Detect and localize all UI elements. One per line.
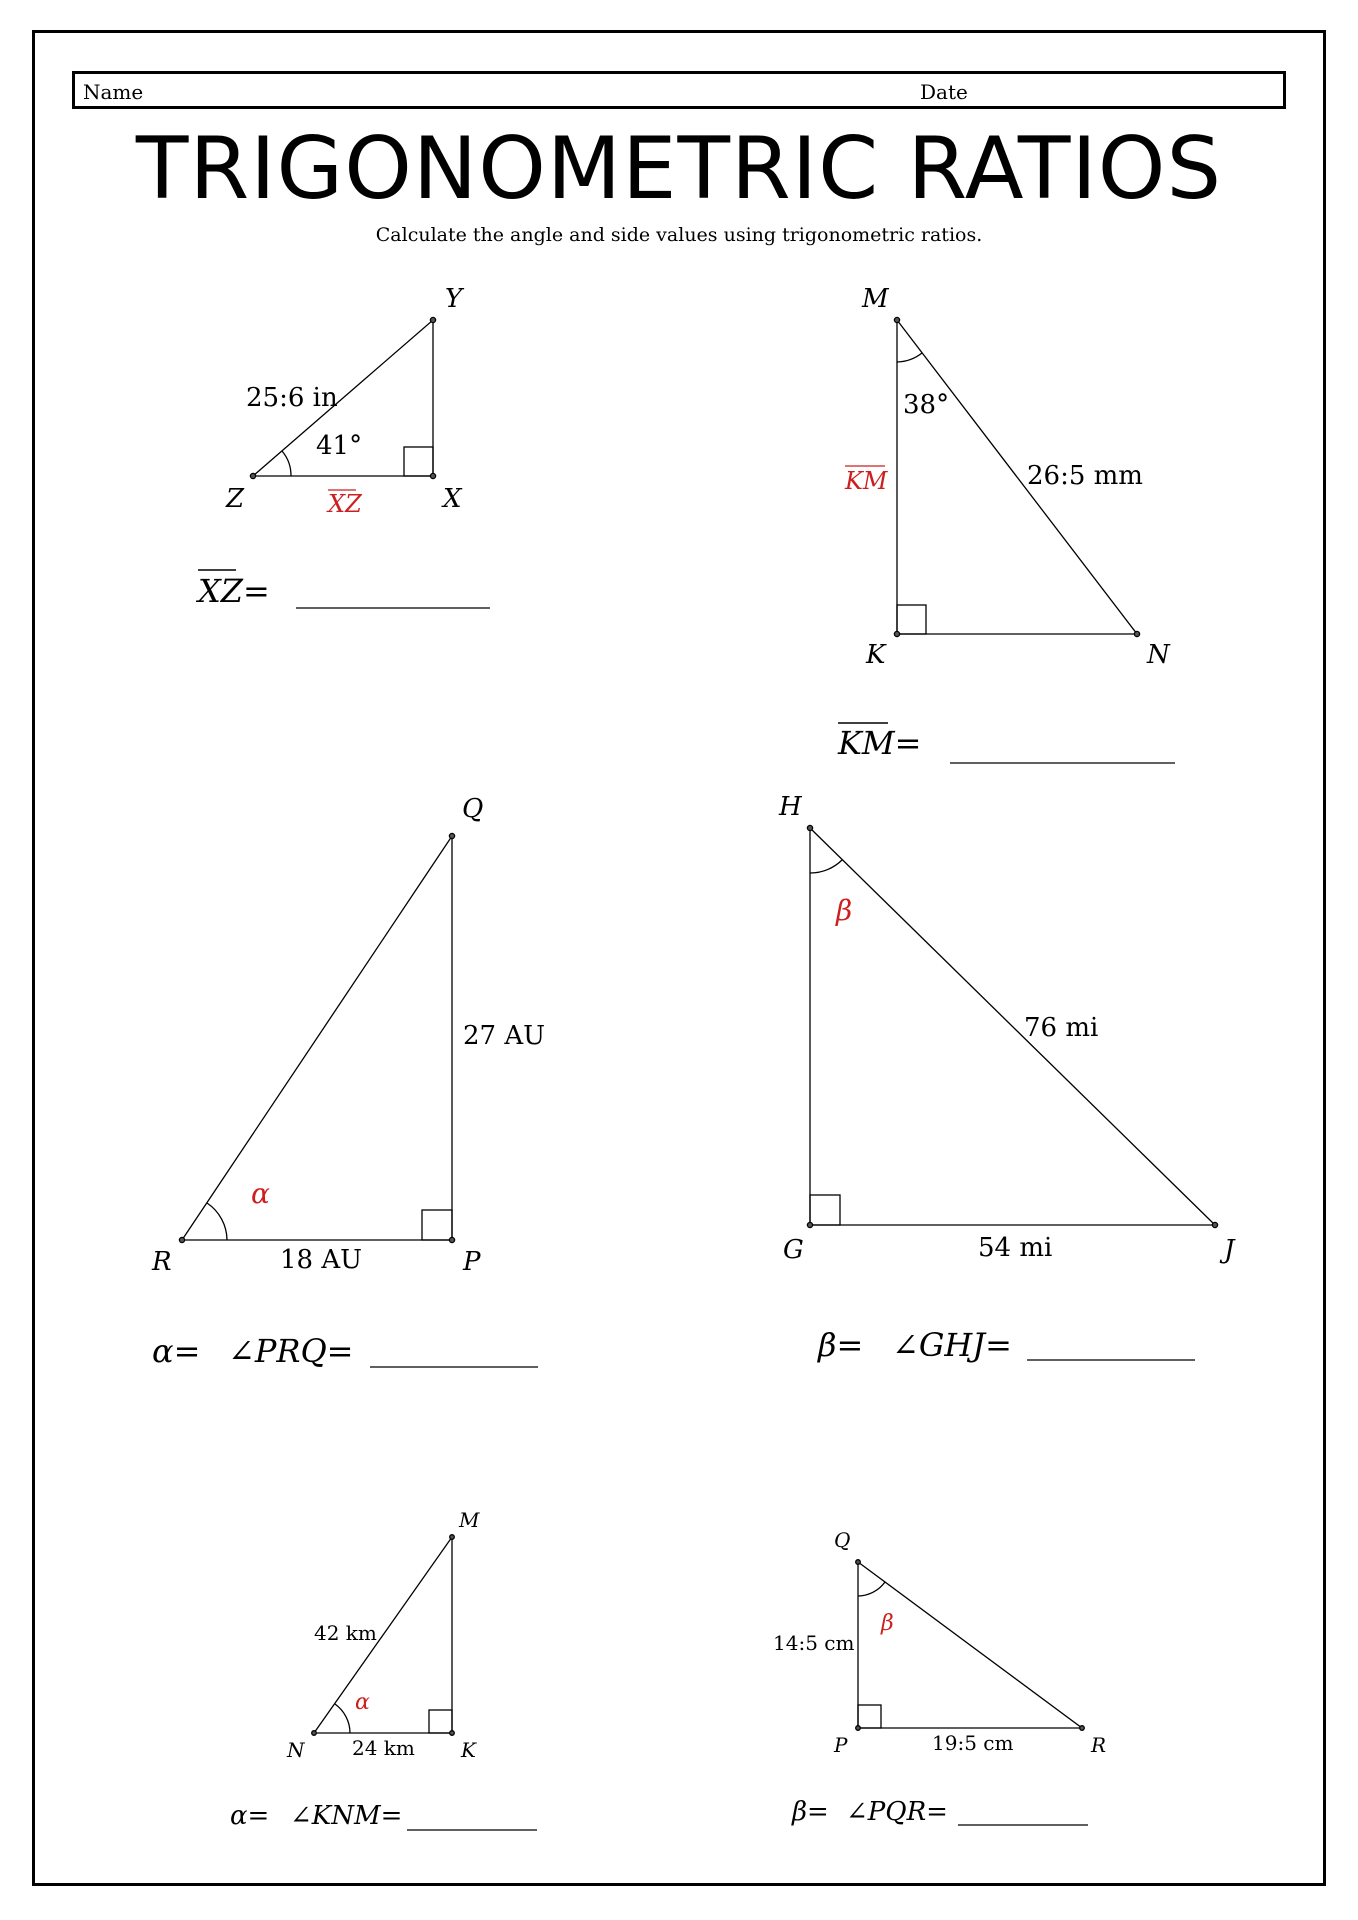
vertex-label: K bbox=[461, 1738, 476, 1762]
answer-variable: β= bbox=[792, 1797, 829, 1827]
unknown-side-label: KM bbox=[845, 467, 888, 495]
unknown-side-label: XZ bbox=[328, 490, 362, 518]
angle-arc-3 bbox=[207, 1203, 227, 1240]
vertex-label: P bbox=[463, 1247, 481, 1277]
right-angle-marker-2 bbox=[897, 605, 926, 634]
vertex-label: P bbox=[834, 1733, 848, 1757]
side-label: 54 mi bbox=[978, 1233, 1053, 1263]
angle-label: 41° bbox=[316, 431, 363, 461]
page-title: TRIGONOMETRIC RATIOS bbox=[135, 119, 1223, 219]
answer-variable: β= bbox=[818, 1326, 864, 1364]
angle-arc-1 bbox=[282, 451, 291, 476]
vertex-label: Q bbox=[834, 1528, 851, 1552]
vertex-label: G bbox=[783, 1235, 804, 1265]
side-label: 27 AU bbox=[463, 1021, 546, 1051]
side-label: 26:5 mm bbox=[1027, 461, 1143, 491]
right-angle-marker-3 bbox=[422, 1210, 452, 1240]
vertex-label: N bbox=[287, 1738, 305, 1762]
side-label: 42 km bbox=[314, 1621, 377, 1645]
answer-angle-label: ∠KNM= bbox=[290, 1801, 403, 1831]
side-label: 18 AU bbox=[280, 1245, 363, 1275]
date-label: Date bbox=[920, 80, 968, 104]
vertex-label: Y bbox=[445, 284, 463, 314]
vertex-label: Z bbox=[226, 484, 245, 514]
answer-variable: α= bbox=[152, 1332, 201, 1370]
right-angle-marker-1 bbox=[404, 447, 433, 476]
side-label: 76 mi bbox=[1024, 1013, 1099, 1043]
answer-angle-label: ∠PQR= bbox=[846, 1797, 948, 1827]
angle-arc-2 bbox=[897, 353, 922, 362]
unknown-angle-label: β bbox=[881, 1611, 894, 1636]
vertex-label: R bbox=[1091, 1733, 1107, 1757]
side-label: 25:6 in bbox=[246, 383, 338, 413]
answer-label: XZ= bbox=[198, 572, 270, 610]
right-angle-marker-6 bbox=[858, 1705, 881, 1728]
unknown-angle-label: α bbox=[251, 1177, 270, 1210]
side-label: 24 km bbox=[352, 1736, 415, 1760]
answer-angle-label: ∠GHJ= bbox=[892, 1326, 1012, 1364]
vertex-label: X bbox=[443, 484, 462, 514]
unknown-angle-label: β bbox=[836, 894, 853, 927]
angle-label: 38° bbox=[903, 390, 950, 420]
answer-variable: α= bbox=[230, 1801, 270, 1831]
vertex-label: Q bbox=[462, 794, 484, 824]
angle-arc-6 bbox=[858, 1582, 885, 1596]
vertex-label: J bbox=[1224, 1235, 1235, 1265]
answer-label: KM= bbox=[838, 724, 922, 762]
vertex-label: H bbox=[779, 792, 802, 822]
angle-arc-4 bbox=[810, 860, 842, 873]
triangle-6 bbox=[856, 1560, 1085, 1731]
right-angle-marker-5 bbox=[429, 1710, 452, 1733]
vertex-label: R bbox=[152, 1247, 172, 1277]
vertex-label: K bbox=[866, 640, 886, 670]
vertex-label: N bbox=[1147, 640, 1170, 670]
angle-arc-5 bbox=[335, 1704, 350, 1733]
triangle-4 bbox=[807, 825, 1217, 1227]
name-label: Name bbox=[83, 80, 144, 104]
page-subtitle: Calculate the angle and side values using trigonometric ratios. bbox=[375, 224, 983, 246]
triangle-3 bbox=[179, 833, 454, 1242]
side-label: 19:5 cm bbox=[932, 1731, 1014, 1755]
side-label: 14:5 cm bbox=[773, 1631, 855, 1655]
unknown-angle-label: α bbox=[355, 1690, 370, 1715]
vertex-label: M bbox=[862, 284, 889, 314]
answer-angle-label: ∠PRQ= bbox=[228, 1332, 354, 1370]
vertex-label: M bbox=[459, 1508, 480, 1532]
right-angle-marker-4 bbox=[810, 1195, 840, 1225]
